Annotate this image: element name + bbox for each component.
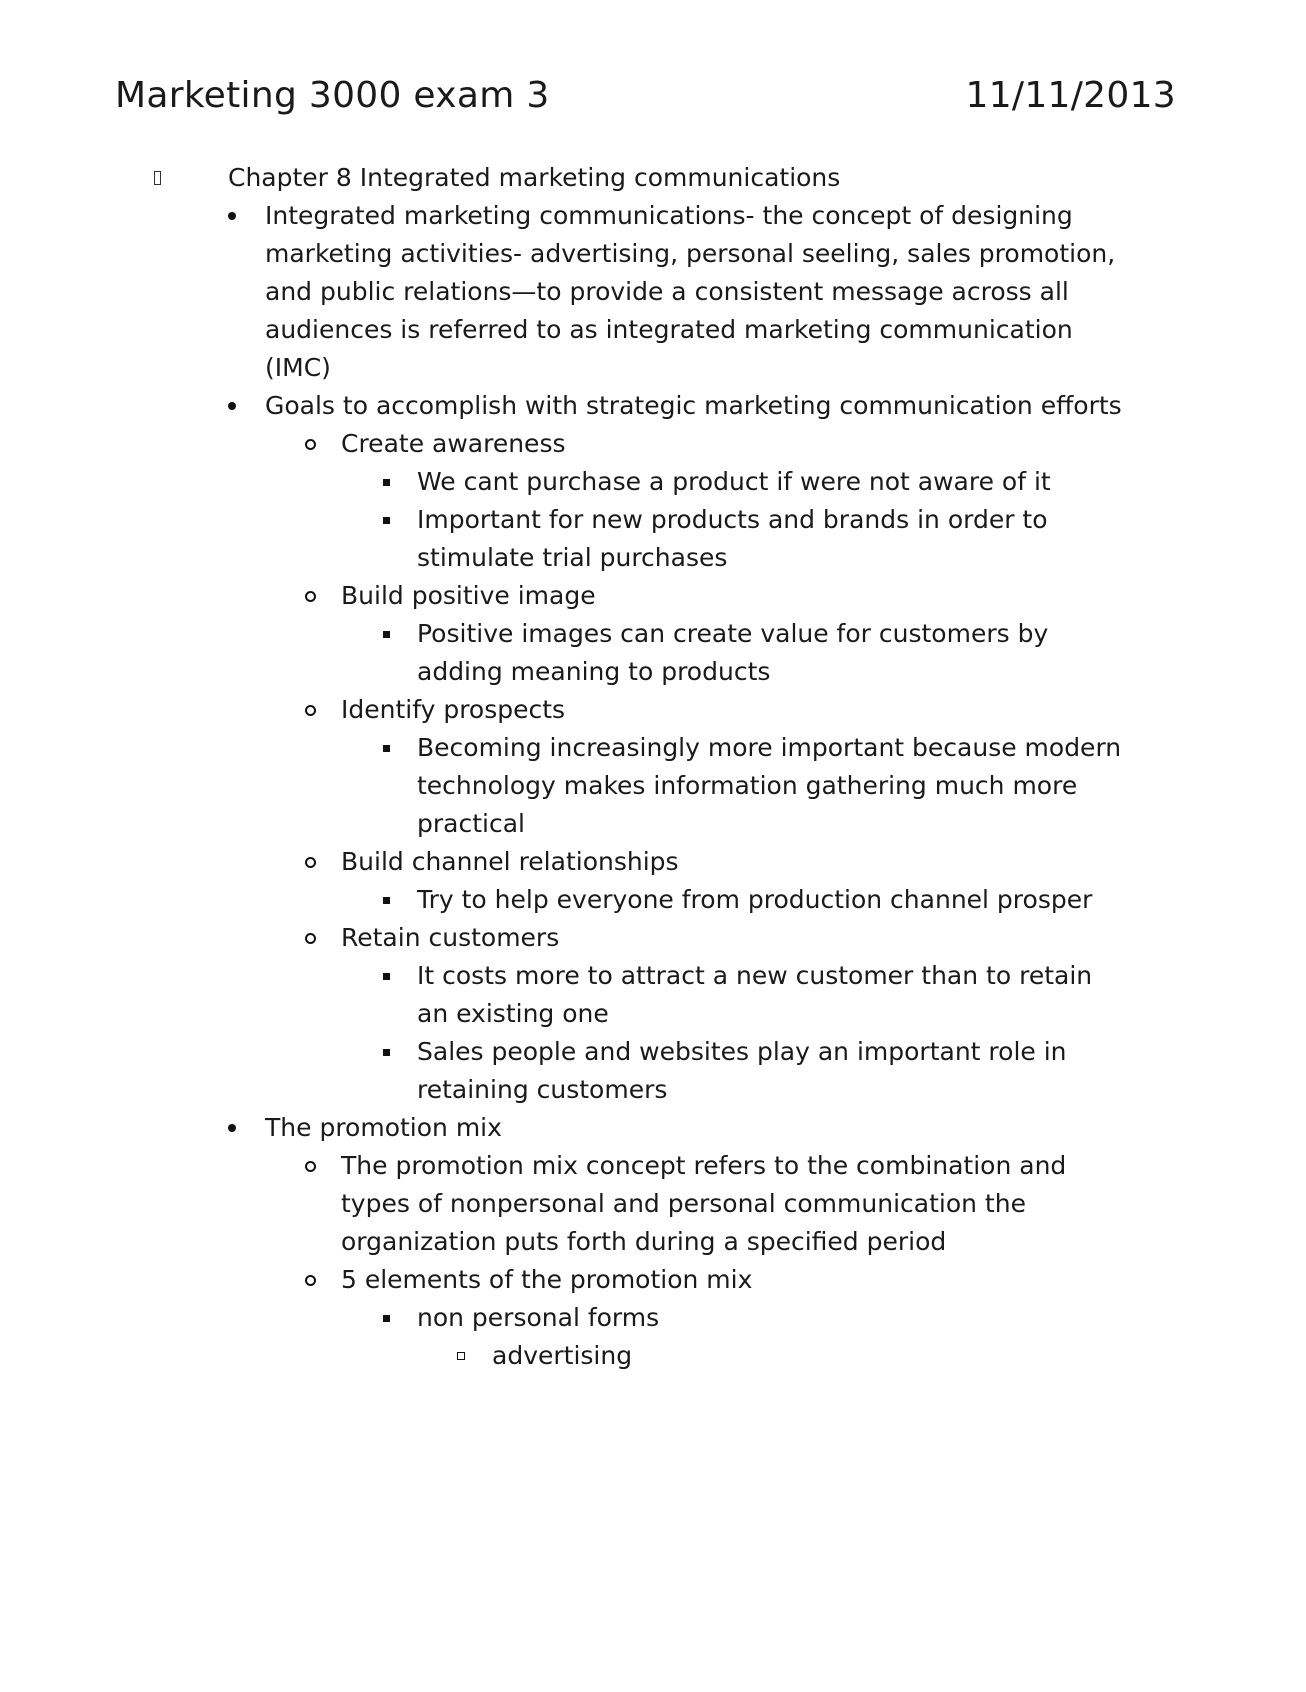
list-item bbox=[0, 1109, 1306, 1147]
list-item-text: Identify prospects bbox=[341, 695, 566, 724]
list-item bbox=[0, 881, 1306, 919]
bullet-circle-icon bbox=[300, 425, 320, 463]
list-item bbox=[0, 159, 1306, 197]
list-item-line bbox=[0, 425, 1306, 463]
list-item-continuation-line bbox=[0, 995, 1306, 1033]
missing-glyph-icon bbox=[147, 159, 167, 197]
bullet-dot-icon bbox=[222, 387, 242, 425]
list-item-text: Try to help everyone from production channel prosper bbox=[417, 885, 1093, 914]
list-item-continuation-line bbox=[0, 235, 1306, 273]
bullet-square-icon bbox=[376, 1033, 396, 1071]
bullet-square-icon bbox=[376, 501, 396, 539]
list-item-text: stimulate trial purchases bbox=[417, 543, 728, 572]
list-item-continuation-line bbox=[0, 1185, 1306, 1223]
list-item-text: Create awareness bbox=[341, 429, 566, 458]
bullet-hollow-square-icon bbox=[451, 1337, 471, 1375]
list-item-text: practical bbox=[417, 809, 525, 838]
list-item-text: The promotion mix concept refers to the combination and bbox=[341, 1151, 1067, 1180]
list-item-line bbox=[0, 881, 1306, 919]
list-item-text: technology makes information gathering much more bbox=[417, 771, 1078, 800]
list-item-text: types of nonpersonal and personal communication the bbox=[341, 1189, 1026, 1218]
list-item bbox=[0, 957, 1306, 1033]
list-item-line bbox=[0, 577, 1306, 615]
list-item bbox=[0, 691, 1306, 729]
document-title: Marketing 3000 exam 3 bbox=[115, 75, 550, 116]
bullet-dot-icon bbox=[222, 1109, 242, 1147]
list-item-line bbox=[0, 501, 1306, 539]
list-item bbox=[0, 1299, 1306, 1337]
document-date: 11/11/2013 bbox=[965, 75, 1176, 116]
bullet-circle-icon bbox=[300, 691, 320, 729]
list-item-line bbox=[0, 1299, 1306, 1337]
list-item bbox=[0, 501, 1306, 577]
list-item-text: Chapter 8 Integrated marketing communications bbox=[228, 163, 841, 192]
list-item bbox=[0, 615, 1306, 691]
list-item-line bbox=[0, 957, 1306, 995]
list-item bbox=[0, 577, 1306, 615]
list-item-text: Goals to accomplish with strategic marketing communication efforts bbox=[265, 391, 1122, 420]
list-item-text: advertising bbox=[492, 1341, 633, 1370]
list-item-line bbox=[0, 1109, 1306, 1147]
list-item-text: organization puts forth during a specified period bbox=[341, 1227, 947, 1256]
list-item bbox=[0, 197, 1306, 387]
list-item-text: (IMC) bbox=[265, 353, 331, 382]
list-item-continuation-line bbox=[0, 653, 1306, 691]
list-item-continuation-line bbox=[0, 349, 1306, 387]
list-item-text: an existing one bbox=[417, 999, 609, 1028]
list-item-text: It costs more to attract a new customer than to retain bbox=[417, 961, 1093, 990]
list-item bbox=[0, 1147, 1306, 1261]
bullet-circle-icon bbox=[300, 1147, 320, 1185]
list-item bbox=[0, 843, 1306, 881]
list-item-text: non personal forms bbox=[417, 1303, 660, 1332]
list-item-line bbox=[0, 1033, 1306, 1071]
bullet-square-icon bbox=[376, 463, 396, 501]
list-item-line bbox=[0, 1147, 1306, 1185]
list-item-text: Important for new products and brands in order to bbox=[417, 505, 1048, 534]
list-item-continuation-line bbox=[0, 1071, 1306, 1109]
list-item bbox=[0, 1337, 1306, 1375]
list-item bbox=[0, 425, 1306, 463]
list-item-continuation-line bbox=[0, 767, 1306, 805]
list-item-continuation-line bbox=[0, 1223, 1306, 1261]
list-item-text: Positive images can create value for customers by bbox=[417, 619, 1049, 648]
list-item-text: Sales people and websites play an important role in bbox=[417, 1037, 1067, 1066]
list-item-line bbox=[0, 691, 1306, 729]
list-item-text: 5 elements of the promotion mix bbox=[341, 1265, 753, 1294]
bullet-circle-icon bbox=[300, 843, 320, 881]
list-item-text: Build positive image bbox=[341, 581, 596, 610]
notes-outline bbox=[0, 159, 1306, 1375]
list-item-line bbox=[0, 387, 1306, 425]
list-item bbox=[0, 729, 1306, 843]
bullet-square-icon bbox=[376, 615, 396, 653]
list-item-line bbox=[0, 159, 1306, 197]
list-item-continuation-line bbox=[0, 311, 1306, 349]
list-item-text: We cant purchase a product if were not aware of it bbox=[417, 467, 1051, 496]
list-item-line bbox=[0, 1261, 1306, 1299]
list-item-text: Integrated marketing communications- the concept of designing bbox=[265, 201, 1073, 230]
list-item-line bbox=[0, 197, 1306, 235]
bullet-square-icon bbox=[376, 1299, 396, 1337]
list-item-line bbox=[0, 843, 1306, 881]
list-item-line bbox=[0, 463, 1306, 501]
list-item bbox=[0, 1261, 1306, 1299]
list-item-text: and public relations—to provide a consistent message across all bbox=[265, 277, 1069, 306]
bullet-circle-icon bbox=[300, 577, 320, 615]
list-item-line bbox=[0, 919, 1306, 957]
list-item-text: Retain customers bbox=[341, 923, 560, 952]
list-item-text: Becoming increasingly more important because modern bbox=[417, 733, 1122, 762]
list-item-text: retaining customers bbox=[417, 1075, 668, 1104]
list-item-text: audiences is referred to as integrated marketing communication bbox=[265, 315, 1073, 344]
bullet-square-icon bbox=[376, 881, 396, 919]
list-item-continuation-line bbox=[0, 273, 1306, 311]
list-item bbox=[0, 463, 1306, 501]
bullet-square-icon bbox=[376, 729, 396, 767]
list-item-line bbox=[0, 729, 1306, 767]
bullet-circle-icon bbox=[300, 1261, 320, 1299]
list-item-continuation-line bbox=[0, 539, 1306, 577]
list-item-text: adding meaning to products bbox=[417, 657, 771, 686]
list-item-text: Build channel relationships bbox=[341, 847, 679, 876]
bullet-dot-icon bbox=[222, 197, 242, 235]
list-item bbox=[0, 919, 1306, 957]
list-item-line bbox=[0, 615, 1306, 653]
bullet-square-icon bbox=[376, 957, 396, 995]
list-item-text: The promotion mix bbox=[265, 1113, 502, 1142]
list-item bbox=[0, 387, 1306, 425]
list-item-text: marketing activities- advertising, personal seeling, sales promotion, bbox=[265, 239, 1116, 268]
list-item-line bbox=[0, 1337, 1306, 1375]
list-item bbox=[0, 1033, 1306, 1109]
list-item-continuation-line bbox=[0, 805, 1306, 843]
bullet-circle-icon bbox=[300, 919, 320, 957]
